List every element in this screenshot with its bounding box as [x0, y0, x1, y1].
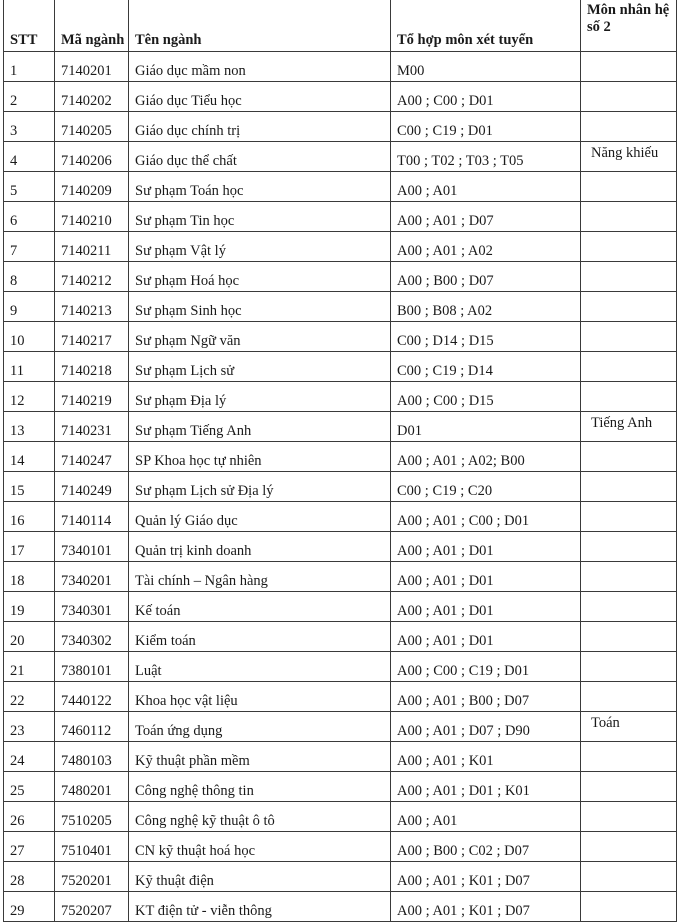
row-mon-nhan: [581, 862, 677, 892]
row-ten-nganh: CN kỹ thuật hoá học: [129, 832, 391, 862]
row-stt: 4: [4, 142, 55, 172]
table-row: [4, 52, 677, 82]
row-ma-nganh: 7140249: [55, 472, 129, 502]
row-to-hop: A00 ; A01 ; D01: [391, 532, 581, 562]
row-stt: 20: [4, 622, 55, 652]
table-row: [4, 412, 677, 442]
row-stt: 11: [4, 352, 55, 382]
row-ma-nganh: 7140212: [55, 262, 129, 292]
table-row: [4, 712, 677, 742]
table-body: [4, 52, 677, 922]
row-ten-nganh: Kỹ thuật điện: [129, 862, 391, 892]
table-row: [4, 202, 677, 232]
row-stt: 29: [4, 892, 55, 922]
row-stt: 23: [4, 712, 55, 742]
row-mon-nhan: [581, 52, 677, 82]
table-row: [4, 652, 677, 682]
row-to-hop: A00 ; A01 ; D01: [391, 622, 581, 652]
row-to-hop: A00 ; A01 ; A02; B00: [391, 442, 581, 472]
table-row: [4, 232, 677, 262]
table-row: [4, 322, 677, 352]
row-mon-nhan: [581, 382, 677, 412]
row-ten-nganh: Sư phạm Ngữ văn: [129, 322, 391, 352]
row-mon-nhan: [581, 472, 677, 502]
row-ten-nganh: Toán ứng dụng: [129, 712, 391, 742]
row-stt: 8: [4, 262, 55, 292]
table-row: [4, 592, 677, 622]
row-to-hop: A00 ; A01 ; B00 ; D07: [391, 682, 581, 712]
row-mon-nhan: [581, 532, 677, 562]
row-mon-nhan: [581, 772, 677, 802]
row-ten-nganh: KT điện tử - viễn thông: [129, 892, 391, 922]
row-to-hop: A00 ; B00 ; D07: [391, 262, 581, 292]
row-stt: 26: [4, 802, 55, 832]
row-to-hop: C00 ; D14 ; D15: [391, 322, 581, 352]
row-ma-nganh: 7140247: [55, 442, 129, 472]
admission-majors-table: [3, 0, 677, 922]
table-row: [4, 562, 677, 592]
table-row: [4, 142, 677, 172]
table-row: [4, 112, 677, 142]
row-ma-nganh: 7140217: [55, 322, 129, 352]
row-to-hop: A00 ; A01 ; D01: [391, 592, 581, 622]
row-mon-nhan: [581, 592, 677, 622]
row-to-hop: A00 ; A01 ; D01: [391, 562, 581, 592]
row-to-hop: A00 ; A01 ; C00 ; D01: [391, 502, 581, 532]
row-ten-nganh: Sư phạm Địa lý: [129, 382, 391, 412]
row-ma-nganh: 7480201: [55, 772, 129, 802]
row-ten-nganh: SP Khoa học tự nhiên: [129, 442, 391, 472]
row-to-hop: B00 ; B08 ; A02: [391, 292, 581, 322]
row-ma-nganh: 7440122: [55, 682, 129, 712]
row-ten-nganh: Tài chính – Ngân hàng: [129, 562, 391, 592]
row-ma-nganh: 7520207: [55, 892, 129, 922]
row-stt: 16: [4, 502, 55, 532]
row-to-hop: C00 ; C19 ; C20: [391, 472, 581, 502]
row-stt: 13: [4, 412, 55, 442]
row-ma-nganh: 7140209: [55, 172, 129, 202]
row-to-hop: A00 ; A01 ; K01 ; D07: [391, 862, 581, 892]
row-ten-nganh: Sư phạm Sinh học: [129, 292, 391, 322]
row-ten-nganh: Sư phạm Tin học: [129, 202, 391, 232]
row-ma-nganh: 7140205: [55, 112, 129, 142]
row-stt: 7: [4, 232, 55, 262]
row-mon-nhan: [581, 892, 677, 922]
row-ma-nganh: 7380101: [55, 652, 129, 682]
row-ten-nganh: Sư phạm Toán học: [129, 172, 391, 202]
row-to-hop: D01: [391, 412, 581, 442]
row-stt: 9: [4, 292, 55, 322]
row-mon-nhan: [581, 352, 677, 382]
row-to-hop: A00 ; A01 ; A02: [391, 232, 581, 262]
row-to-hop: A00 ; A01: [391, 172, 581, 202]
row-ma-nganh: 7510205: [55, 802, 129, 832]
row-to-hop: A00 ; C00 ; D01: [391, 82, 581, 112]
row-mon-nhan: [581, 202, 677, 232]
row-to-hop: A00 ; A01 ; D01 ; K01: [391, 772, 581, 802]
row-ten-nganh: Sư phạm Lịch sử Địa lý: [129, 472, 391, 502]
row-ma-nganh: 7140218: [55, 352, 129, 382]
row-mon-nhan: Toán: [581, 712, 677, 742]
row-mon-nhan: [581, 112, 677, 142]
row-ma-nganh: 7140202: [55, 82, 129, 112]
row-stt: 18: [4, 562, 55, 592]
row-ten-nganh: Quản lý Giáo dục: [129, 502, 391, 532]
row-mon-nhan: [581, 172, 677, 202]
row-stt: 6: [4, 202, 55, 232]
row-ten-nganh: Giáo dục mầm non: [129, 52, 391, 82]
table-row: [4, 82, 677, 112]
row-mon-nhan: [581, 682, 677, 712]
table-row: [4, 892, 677, 922]
row-ten-nganh: Kế toán: [129, 592, 391, 622]
row-to-hop: M00: [391, 52, 581, 82]
row-mon-nhan: [581, 442, 677, 472]
row-ten-nganh: Kiểm toán: [129, 622, 391, 652]
row-ten-nganh: Sư phạm Tiếng Anh: [129, 412, 391, 442]
row-ten-nganh: Giáo dục thể chất: [129, 142, 391, 172]
row-mon-nhan: [581, 292, 677, 322]
row-ma-nganh: 7140201: [55, 52, 129, 82]
row-mon-nhan: [581, 82, 677, 112]
table-row: [4, 292, 677, 322]
table-header-row: [4, 0, 677, 52]
header-stt: STT: [4, 0, 55, 52]
row-mon-nhan: Tiếng Anh: [581, 412, 677, 442]
table-row: [4, 802, 677, 832]
row-ma-nganh: 7340201: [55, 562, 129, 592]
row-stt: 21: [4, 652, 55, 682]
row-to-hop: A00 ; A01 ; D07 ; D90: [391, 712, 581, 742]
row-ma-nganh: 7140213: [55, 292, 129, 322]
row-stt: 28: [4, 862, 55, 892]
row-ma-nganh: 7140206: [55, 142, 129, 172]
row-mon-nhan: [581, 802, 677, 832]
row-stt: 3: [4, 112, 55, 142]
table-row: [4, 442, 677, 472]
row-to-hop: C00 ; C19 ; D14: [391, 352, 581, 382]
table-row: [4, 382, 677, 412]
row-ten-nganh: Giáo dục Tiểu học: [129, 82, 391, 112]
row-mon-nhan: [581, 232, 677, 262]
table-row: [4, 352, 677, 382]
row-stt: 5: [4, 172, 55, 202]
row-mon-nhan: [581, 742, 677, 772]
row-mon-nhan: [581, 262, 677, 292]
row-stt: 15: [4, 472, 55, 502]
row-ma-nganh: 7140231: [55, 412, 129, 442]
row-to-hop: A00 ; C00 ; D15: [391, 382, 581, 412]
row-ma-nganh: 7520201: [55, 862, 129, 892]
row-ten-nganh: Công nghệ kỹ thuật ô tô: [129, 802, 391, 832]
row-stt: 22: [4, 682, 55, 712]
row-ma-nganh: 7480103: [55, 742, 129, 772]
row-mon-nhan: [581, 322, 677, 352]
row-to-hop: A00 ; A01 ; D07: [391, 202, 581, 232]
row-ma-nganh: 7340301: [55, 592, 129, 622]
row-stt: 24: [4, 742, 55, 772]
table-row: [4, 682, 677, 712]
row-stt: 19: [4, 592, 55, 622]
row-ten-nganh: Sư phạm Vật lý: [129, 232, 391, 262]
header-to-hop: Tổ hợp môn xét tuyển: [391, 0, 581, 52]
header-ten-nganh: Tên ngành: [129, 0, 391, 52]
row-ten-nganh: Sư phạm Hoá học: [129, 262, 391, 292]
header-mon-nhan: Môn nhân hệ số 2: [581, 0, 677, 52]
table-row: [4, 832, 677, 862]
table-row: [4, 742, 677, 772]
row-mon-nhan: [581, 502, 677, 532]
row-mon-nhan: Năng khiếu: [581, 142, 677, 172]
row-mon-nhan: [581, 562, 677, 592]
row-ten-nganh: Công nghệ thông tin: [129, 772, 391, 802]
row-ten-nganh: Luật: [129, 652, 391, 682]
row-mon-nhan: [581, 652, 677, 682]
row-stt: 2: [4, 82, 55, 112]
row-stt: 27: [4, 832, 55, 862]
row-ten-nganh: Sư phạm Lịch sử: [129, 352, 391, 382]
header-ma-nganh: Mã ngành: [55, 0, 129, 52]
table-row: [4, 172, 677, 202]
row-ma-nganh: 7460112: [55, 712, 129, 742]
table-row: [4, 862, 677, 892]
row-to-hop: A00 ; A01: [391, 802, 581, 832]
row-ma-nganh: 7140114: [55, 502, 129, 532]
row-ma-nganh: 7140219: [55, 382, 129, 412]
table-row: [4, 622, 677, 652]
row-to-hop: A00 ; A01 ; K01 ; D07: [391, 892, 581, 922]
row-ten-nganh: Quản trị kinh doanh: [129, 532, 391, 562]
row-to-hop: C00 ; C19 ; D01: [391, 112, 581, 142]
table-row: [4, 472, 677, 502]
row-stt: 12: [4, 382, 55, 412]
row-ten-nganh: Kỹ thuật phần mềm: [129, 742, 391, 772]
row-stt: 17: [4, 532, 55, 562]
row-to-hop: T00 ; T02 ; T03 ; T05: [391, 142, 581, 172]
table-row: [4, 502, 677, 532]
row-stt: 1: [4, 52, 55, 82]
row-to-hop: A00 ; A01 ; K01: [391, 742, 581, 772]
row-ten-nganh: Giáo dục chính trị: [129, 112, 391, 142]
row-stt: 14: [4, 442, 55, 472]
row-stt: 25: [4, 772, 55, 802]
row-ma-nganh: 7340101: [55, 532, 129, 562]
row-ma-nganh: 7140210: [55, 202, 129, 232]
table-row: [4, 262, 677, 292]
row-to-hop: A00 ; C00 ; C19 ; D01: [391, 652, 581, 682]
row-ma-nganh: 7340302: [55, 622, 129, 652]
row-ma-nganh: 7510401: [55, 832, 129, 862]
table-row: [4, 532, 677, 562]
row-to-hop: A00 ; B00 ; C02 ; D07: [391, 832, 581, 862]
row-mon-nhan: [581, 622, 677, 652]
row-mon-nhan: [581, 832, 677, 862]
row-ten-nganh: Khoa học vật liệu: [129, 682, 391, 712]
row-stt: 10: [4, 322, 55, 352]
table-row: [4, 772, 677, 802]
row-ma-nganh: 7140211: [55, 232, 129, 262]
